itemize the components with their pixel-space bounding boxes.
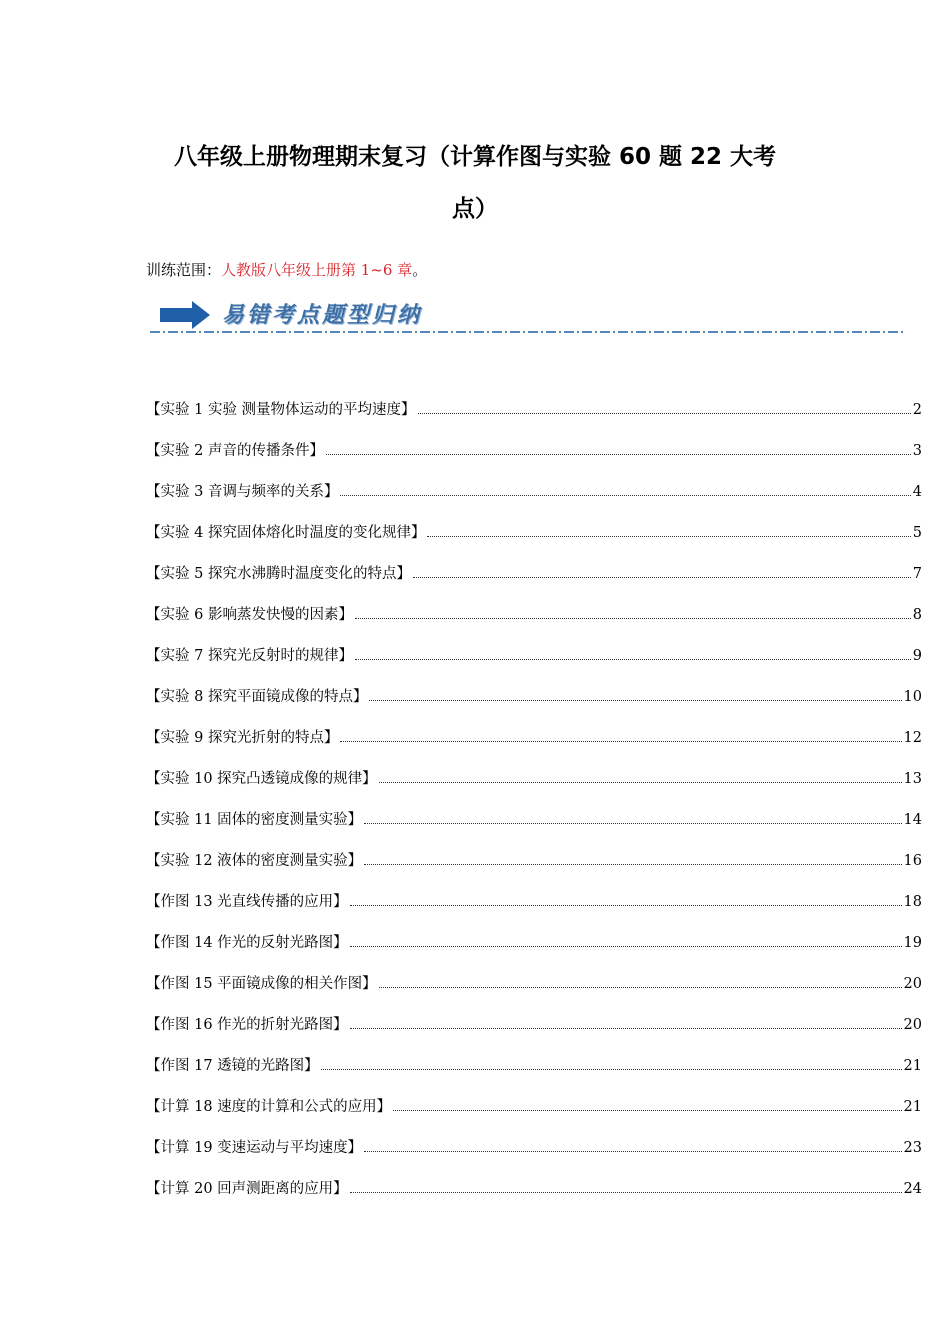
- toc-entry-label: 【作图 17 透镜的光路图】: [146, 1058, 319, 1074]
- document-title-line-1: 八年级上册物理期末复习（计算作图与实验 60 题 22 大考: [173, 144, 777, 170]
- toc-entry-label: 【实验 2 声音的传播条件】: [146, 443, 324, 459]
- toc-entry[interactable]: [146, 439, 922, 480]
- toc-entry-label: 【实验 1 实验 测量物体运动的平均速度】: [146, 402, 416, 418]
- toc-entry-page: 5: [912, 525, 922, 541]
- toc-leader-dots: [350, 935, 902, 947]
- banner-title: 易错考点题型归纳: [222, 303, 423, 328]
- toc-leader-dots: [413, 566, 911, 578]
- toc-entry-label: 【作图 13 光直线传播的应用】: [146, 894, 348, 910]
- toc-leader-dots: [418, 402, 911, 414]
- toc-entry[interactable]: [146, 1013, 922, 1054]
- toc-entry-label: 【作图 15 平面镜成像的相关作图】: [146, 976, 377, 992]
- toc-entry[interactable]: [146, 1054, 922, 1095]
- toc-entry[interactable]: [146, 1136, 922, 1177]
- toc-entry-label: 【实验 11 固体的密度测量实验】: [146, 812, 363, 828]
- toc-entry-page: 23: [903, 1140, 922, 1156]
- toc-entry[interactable]: [146, 1177, 922, 1218]
- table-of-contents: [146, 398, 922, 1218]
- toc-leader-dots: [326, 443, 911, 455]
- toc-entry[interactable]: [146, 562, 922, 603]
- toc-entry-label: 【实验 4 探究固体熔化时温度的变化规律】: [146, 525, 426, 541]
- toc-leader-dots: [350, 894, 902, 906]
- toc-entry[interactable]: [146, 398, 922, 439]
- toc-entry[interactable]: [146, 644, 922, 685]
- toc-entry[interactable]: [146, 685, 922, 726]
- toc-entry-label: 【实验 6 影响蒸发快慢的因素】: [146, 607, 353, 623]
- toc-leader-dots: [364, 1140, 901, 1152]
- toc-entry-page: 20: [903, 1017, 922, 1033]
- toc-entry-label: 【实验 8 探究平面镜成像的特点】: [146, 689, 368, 705]
- training-range-label: 训练范围：: [146, 261, 222, 279]
- toc-entry-label: 【计算 20 回声测距离的应用】: [146, 1181, 348, 1197]
- training-range: [146, 259, 427, 280]
- toc-leader-dots: [364, 853, 901, 865]
- toc-entry[interactable]: [146, 849, 922, 890]
- toc-entry-label: 【实验 9 探究光折射的特点】: [146, 730, 339, 746]
- toc-entry-label: 【实验 3 音调与频率的关系】: [146, 484, 339, 500]
- toc-entry-page: 21: [903, 1058, 922, 1074]
- toc-entry-page: 3: [912, 443, 922, 459]
- toc-entry-label: 【实验 10 探究凸透镜成像的规律】: [146, 771, 377, 787]
- toc-entry-page: 13: [903, 771, 922, 787]
- toc-entry[interactable]: [146, 521, 922, 562]
- toc-leader-dots: [340, 484, 910, 496]
- toc-entry-label: 【实验 5 探究水沸腾时温度变化的特点】: [146, 566, 411, 582]
- toc-leader-dots: [355, 648, 911, 660]
- toc-entry-label: 【实验 7 探究光反射时的规律】: [146, 648, 353, 664]
- arrow-right-icon: [160, 301, 210, 329]
- toc-leader-dots: [321, 1058, 902, 1070]
- toc-entry-page: 2: [912, 402, 922, 418]
- toc-entry[interactable]: [146, 972, 922, 1013]
- toc-leader-dots: [350, 1181, 902, 1193]
- toc-entry-page: 9: [912, 648, 922, 664]
- toc-entry-label: 【实验 12 液体的密度测量实验】: [146, 853, 363, 869]
- toc-entry[interactable]: [146, 726, 922, 767]
- training-range-end: 。: [412, 261, 428, 279]
- toc-entry-page: 16: [903, 853, 922, 869]
- toc-leader-dots: [379, 771, 902, 783]
- toc-leader-dots: [350, 1017, 902, 1029]
- toc-entry-page: 20: [903, 976, 922, 992]
- toc-entry-page: 7: [912, 566, 922, 582]
- toc-entry-page: 8: [912, 607, 922, 623]
- toc-entry-label: 【计算 19 变速运动与平均速度】: [146, 1140, 363, 1156]
- toc-entry[interactable]: [146, 767, 922, 808]
- toc-entry[interactable]: [146, 808, 922, 849]
- document-title-line-2: 点）: [452, 196, 498, 222]
- toc-entry-page: 21: [903, 1099, 922, 1115]
- toc-entry[interactable]: [146, 603, 922, 644]
- toc-entry-label: 【作图 16 作光的折射光路图】: [146, 1017, 348, 1033]
- toc-entry-page: 10: [903, 689, 922, 705]
- toc-entry[interactable]: [146, 1095, 922, 1136]
- toc-leader-dots: [393, 1099, 901, 1111]
- toc-leader-dots: [340, 730, 901, 742]
- toc-entry-page: 18: [903, 894, 922, 910]
- toc-entry[interactable]: [146, 890, 922, 931]
- toc-entry-label: 【作图 14 作光的反射光路图】: [146, 935, 348, 951]
- toc-entry[interactable]: [146, 931, 922, 972]
- toc-entry-page: 12: [903, 730, 922, 746]
- training-range-value: 人教版八年级上册第 1~6 章: [221, 261, 413, 279]
- toc-entry-page: 24: [903, 1181, 922, 1197]
- toc-leader-dots: [379, 976, 902, 988]
- toc-entry-page: 4: [912, 484, 922, 500]
- toc-entry-page: 14: [903, 812, 922, 828]
- toc-entry-label: 【计算 18 速度的计算和公式的应用】: [146, 1099, 392, 1115]
- toc-entry[interactable]: [146, 480, 922, 521]
- toc-leader-dots: [355, 607, 911, 619]
- toc-leader-dots: [369, 689, 901, 701]
- toc-leader-dots: [364, 812, 901, 824]
- toc-leader-dots: [427, 525, 910, 537]
- toc-entry-page: 19: [903, 935, 922, 951]
